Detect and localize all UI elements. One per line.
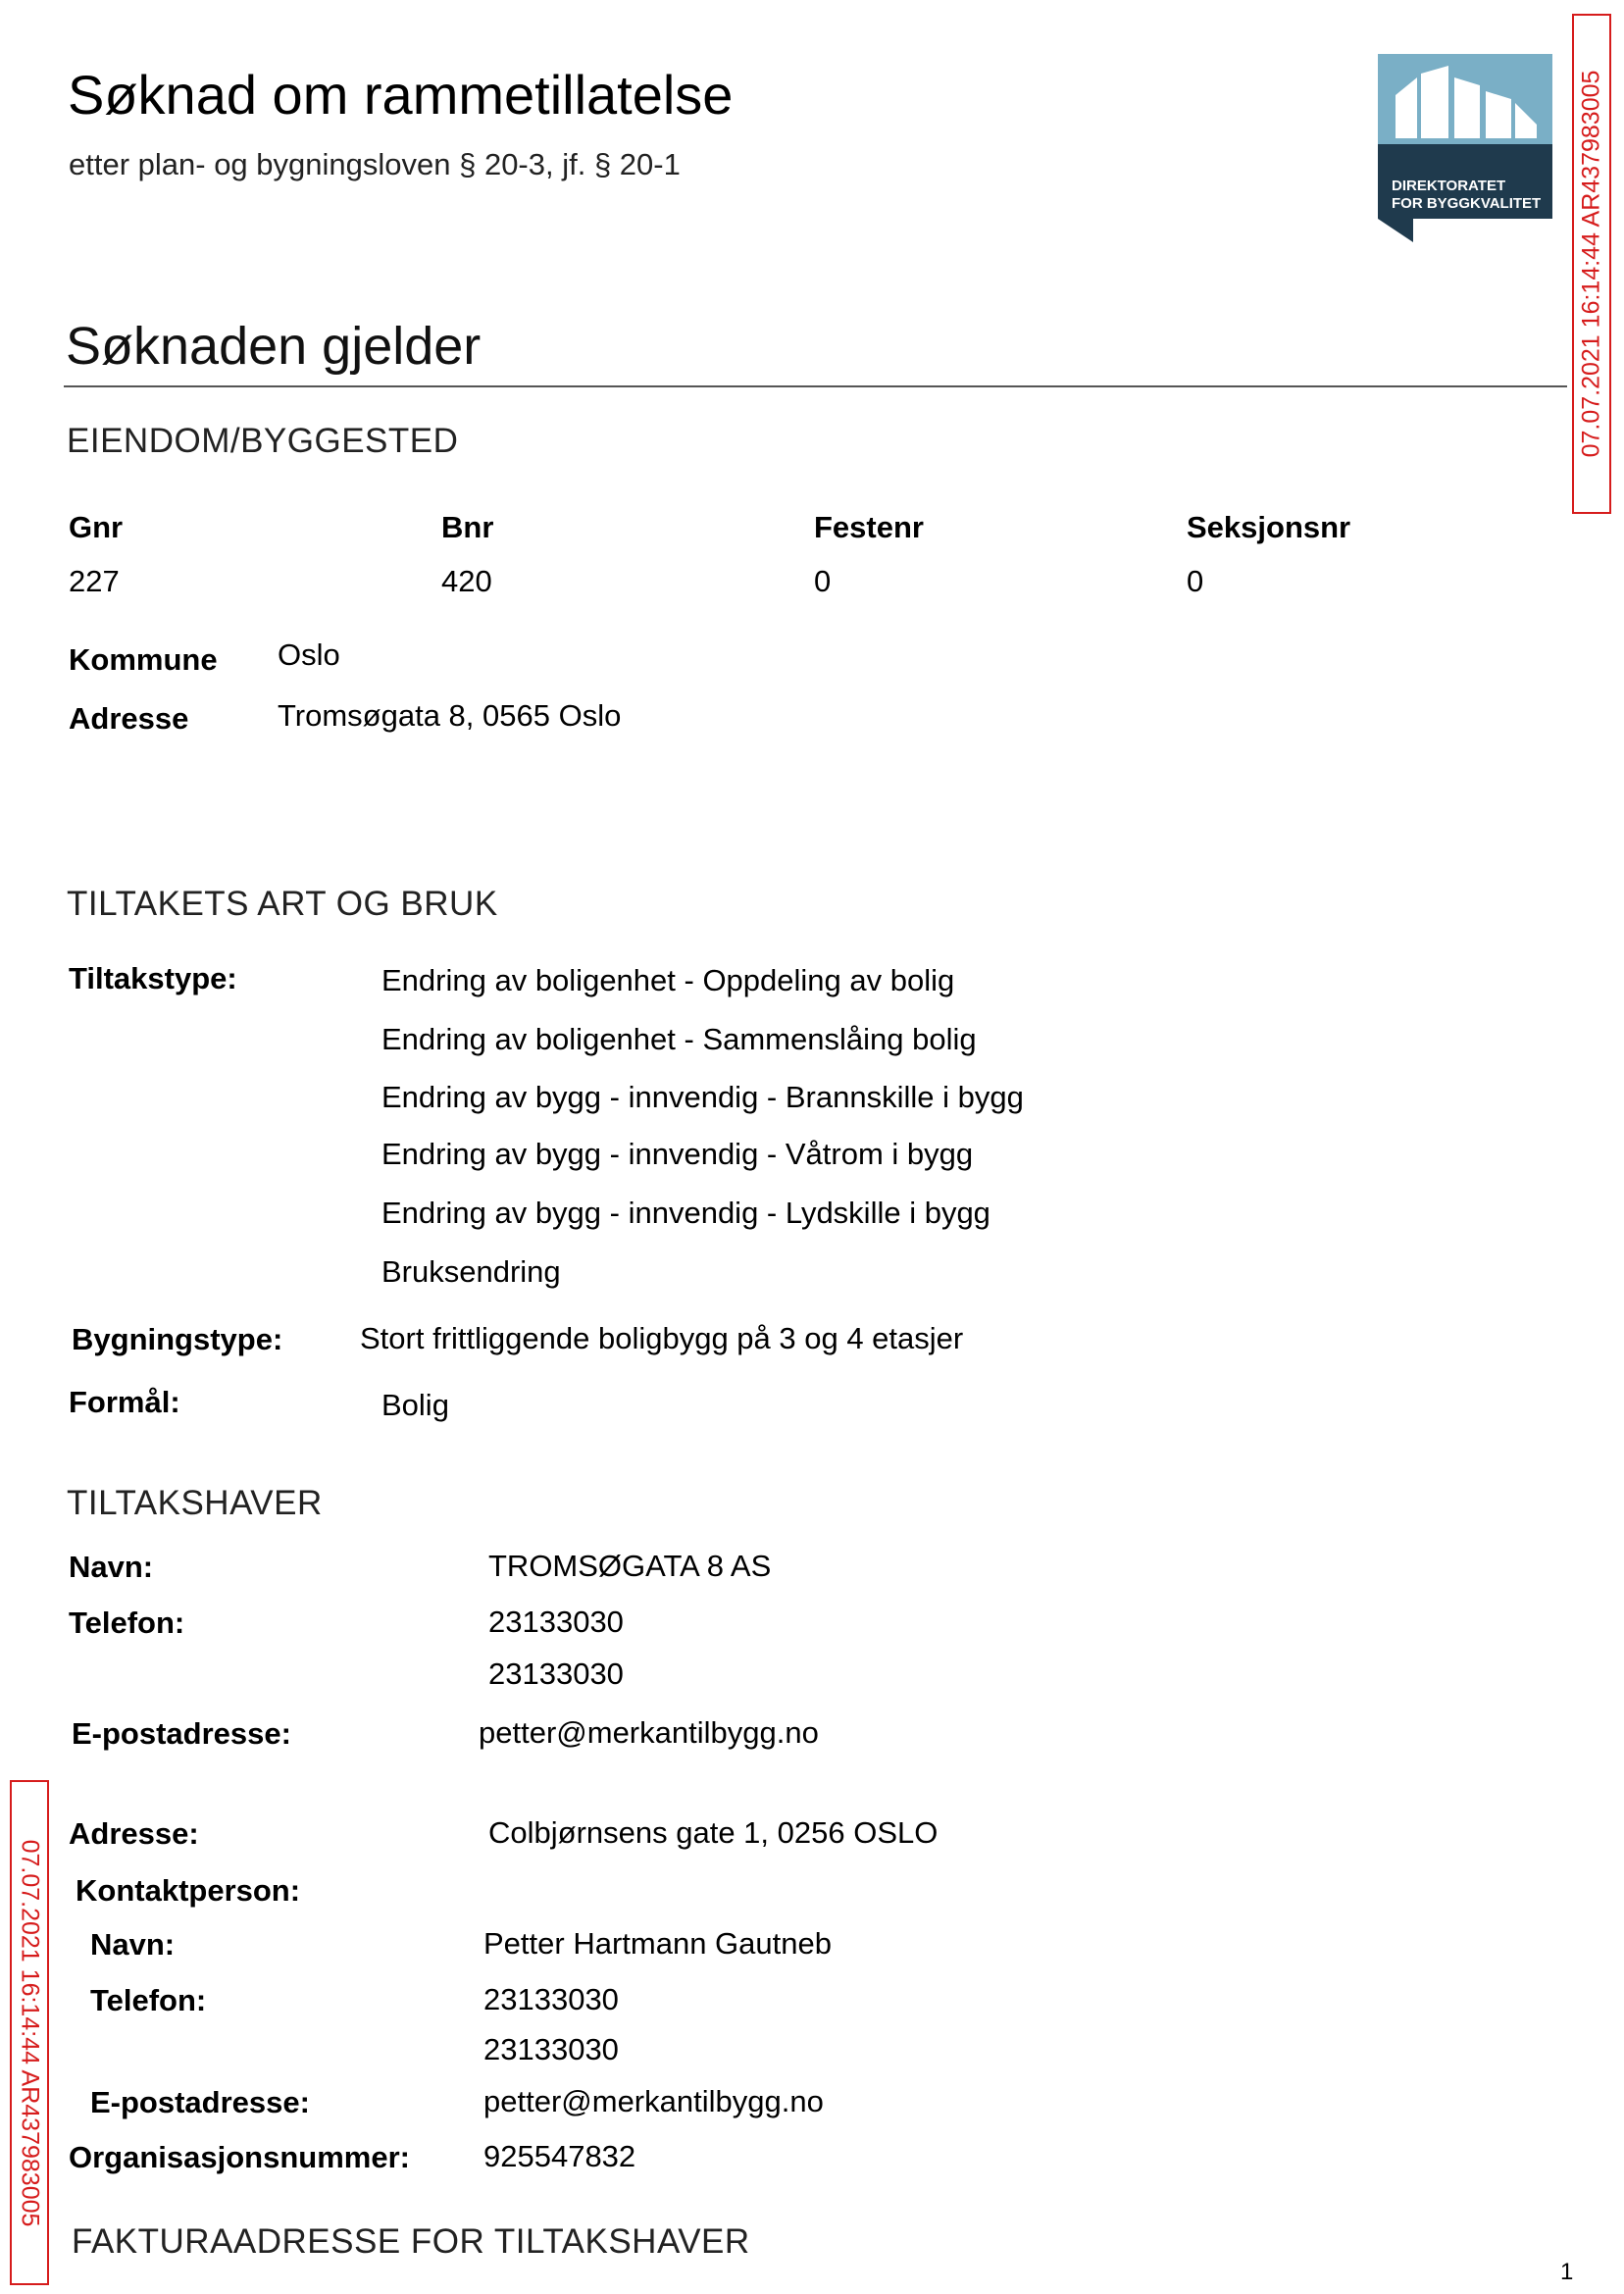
tiltakstype-label: Tiltakstype: xyxy=(69,961,237,995)
tiltakstype-item: Endring av boligenhet - Sammenslåing bolig xyxy=(381,1022,977,1056)
bygningstype-value: Stort frittliggende boligbygg på 3 og 4 etasjer xyxy=(360,1321,964,1355)
tiltakshaver-epost-label: E-postadresse: xyxy=(72,1716,291,1751)
tiltak-heading: TILTAKETS ART OG BRUK xyxy=(67,885,498,923)
gnr-value: 227 xyxy=(69,564,120,598)
faktura-heading: FAKTURAADRESSE FOR TILTAKSHAVER xyxy=(72,2222,750,2261)
kommune-value: Oslo xyxy=(278,637,340,672)
logo-text-line2: FOR BYGGKVALITET xyxy=(1392,195,1542,212)
tiltakshaver-telefon-label: Telefon: xyxy=(69,1606,185,1640)
bygningstype-label: Bygningstype: xyxy=(72,1322,283,1356)
tiltakstype-item: Endring av bygg - innvendig - Våtrom i bygg xyxy=(381,1137,974,1171)
tiltakshaver-navn-label: Navn: xyxy=(69,1550,154,1584)
tiltakshaver-adresse-label: Adresse: xyxy=(69,1816,199,1851)
logo-text-line1: DIREKTORATET xyxy=(1392,178,1506,194)
kontaktperson-label: Kontaktperson: xyxy=(76,1873,301,1908)
kontakt-navn-label: Navn: xyxy=(90,1927,176,1962)
tiltakshaver-adresse-value: Colbjørnsens gate 1, 0256 OSLO xyxy=(488,1815,939,1850)
section-title: Søknaden gjelder xyxy=(66,317,482,376)
tiltakstype-item: Endring av bygg - innvendig - Brannskille i bygg xyxy=(381,1080,1024,1114)
kontakt-telefon-label: Telefon: xyxy=(90,1983,207,2017)
page-number: 1 xyxy=(1560,2259,1574,2285)
stamp-left-text: 07.07.2021 16:14:44 AR437983005 xyxy=(16,1839,44,2226)
orgnr-label: Organisasjonsnummer: xyxy=(69,2140,410,2174)
festenr-value: 0 xyxy=(814,564,832,598)
bnr-value: 420 xyxy=(441,564,492,598)
tiltakstype-item: Bruksendring xyxy=(381,1254,561,1289)
festenr-label: Festenr xyxy=(814,510,924,544)
tiltakshaver-heading: TILTAKSHAVER xyxy=(67,1484,323,1522)
stamp-right xyxy=(1572,14,1611,514)
document-subtitle: etter plan- og bygningsloven § 20-3, jf. § 20-1 xyxy=(69,147,681,181)
tiltakstype-item: Endring av bygg - innvendig - Lydskille i bygg xyxy=(381,1196,990,1230)
kontakt-navn-value: Petter Hartmann Gautneb xyxy=(483,1926,832,1961)
kontakt-telefon-value: 23133030 xyxy=(483,2032,619,2066)
gnr-label: Gnr xyxy=(69,510,124,544)
stamp-left xyxy=(10,1780,49,2285)
formal-value: Bolig xyxy=(381,1388,449,1422)
tiltakshaver-telefon-value: 23133030 xyxy=(488,1605,624,1639)
adresse-value: Tromsøgata 8, 0565 Oslo xyxy=(278,698,622,733)
kontakt-epost-label: E-postadresse: xyxy=(90,2085,310,2119)
kontakt-epost-value: petter@merkantilbygg.no xyxy=(483,2084,824,2118)
document-title: Søknad om rammetillatelse xyxy=(68,64,734,126)
logo-graphic xyxy=(1378,54,1552,242)
eiendom-heading: EIENDOM/BYGGESTED xyxy=(67,422,459,460)
adresse-label: Adresse xyxy=(69,701,189,736)
kommune-label: Kommune xyxy=(69,642,218,677)
tiltakshaver-epost-value: petter@merkantilbygg.no xyxy=(479,1715,819,1750)
bnr-label: Bnr xyxy=(441,510,494,544)
dibk-logo xyxy=(1378,54,1552,242)
section-divider xyxy=(64,385,1567,387)
kontakt-telefon-value: 23133030 xyxy=(483,1982,619,2016)
formal-label: Formål: xyxy=(69,1385,180,1419)
orgnr-value: 925547832 xyxy=(483,2139,636,2173)
seksjonsnr-value: 0 xyxy=(1187,564,1204,598)
tiltakshaver-telefon-value: 23133030 xyxy=(488,1657,624,1691)
seksjonsnr-label: Seksjonsnr xyxy=(1187,510,1351,544)
stamp-right-text: 07.07.2021 16:14:44 AR437983005 xyxy=(1577,70,1605,458)
tiltakshaver-navn-value: TROMSØGATA 8 AS xyxy=(488,1549,772,1583)
tiltakstype-item: Endring av boligenhet - Oppdeling av bolig xyxy=(381,963,955,997)
